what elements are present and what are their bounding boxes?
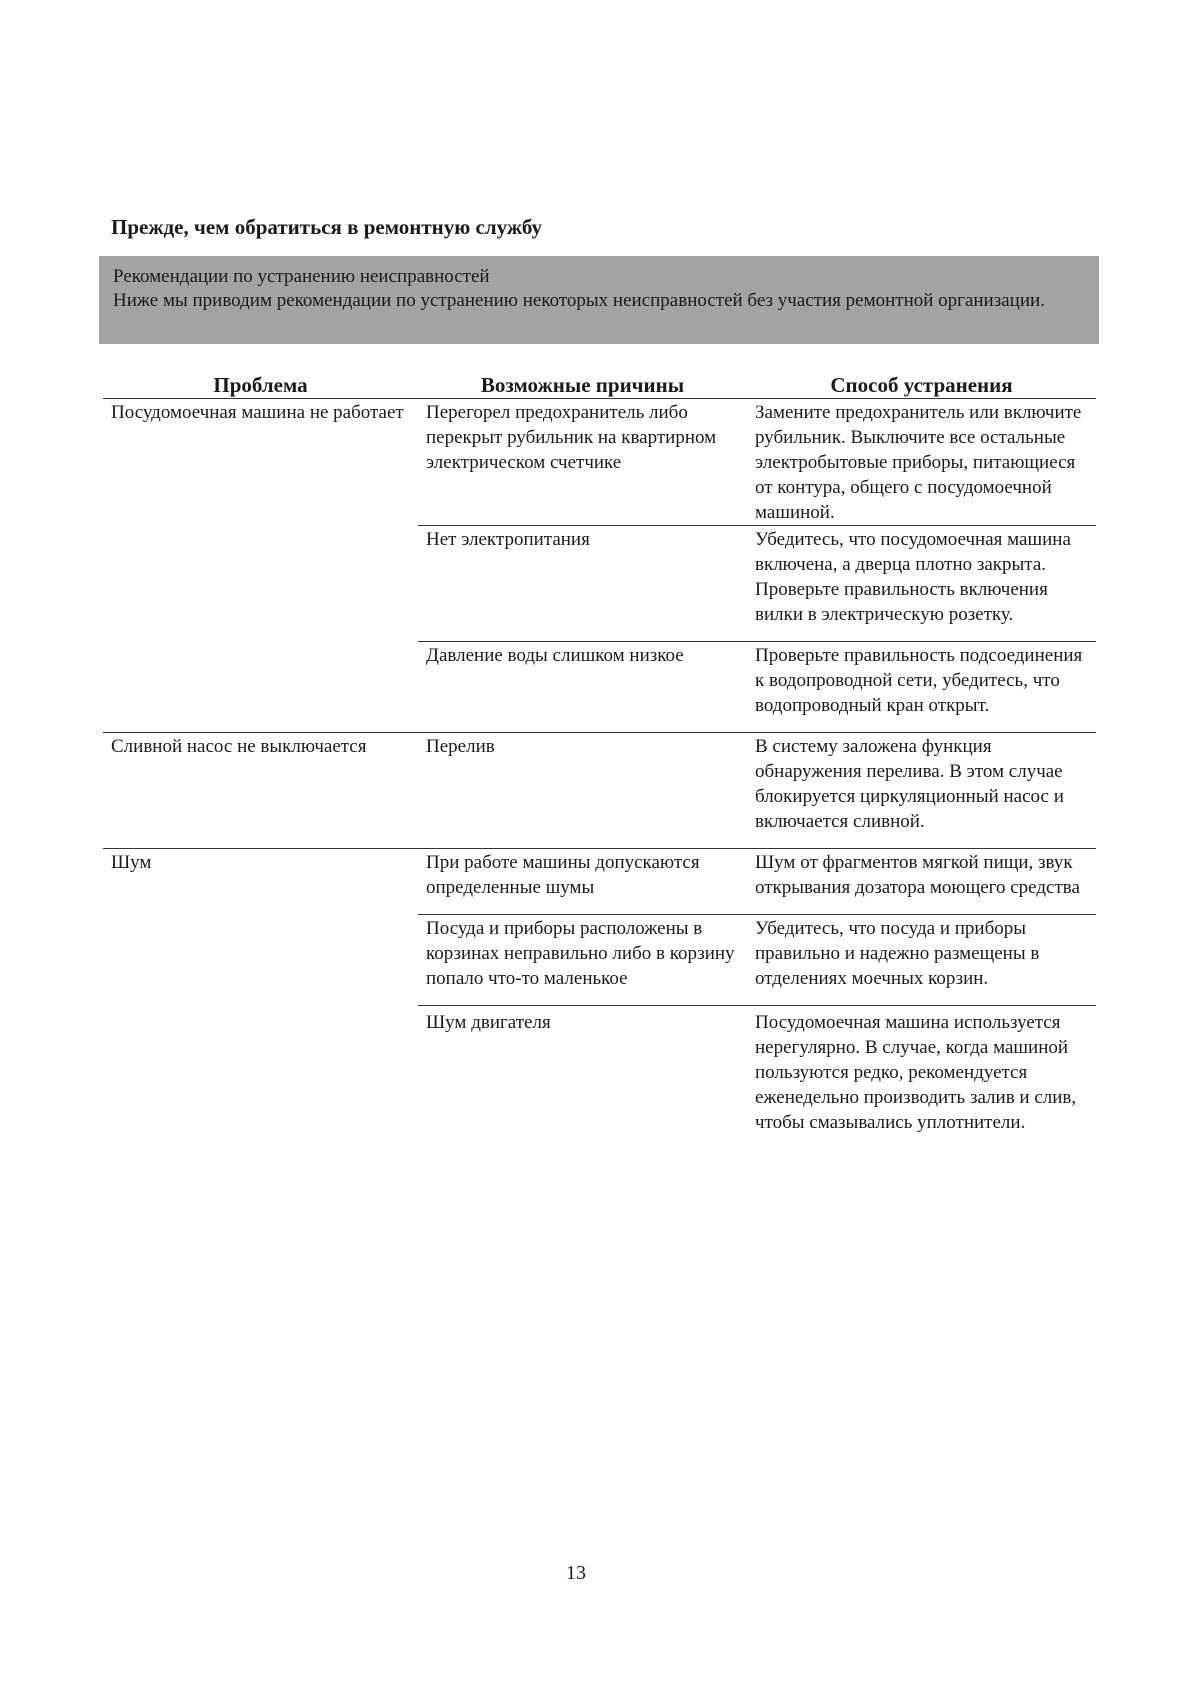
notice-body: Ниже мы приводим рекомендации по устранению некоторых неисправностей без участия ремонтной организации. xyxy=(113,290,1045,311)
cause-cell: Перелив xyxy=(418,733,747,849)
cause-cell: Нет электропитания xyxy=(418,526,747,642)
cause-cell: Шум двигателя xyxy=(426,1012,551,1033)
cause-cell: Давление воды слишком низкое xyxy=(418,642,747,733)
page-heading: Прежде, чем обратиться в ремонтную службу xyxy=(111,215,543,239)
solution-cell: Замените предохранитель или включите рубильник. Выключите все остальные электробытовые приборы, питающиеся от контура, общего с посудомоечной машиной. xyxy=(747,399,1096,526)
problem-cell: Шум xyxy=(111,852,152,873)
problem-cell: Посудомоечная машина не работает xyxy=(103,399,418,733)
solution-cell: Убедитесь, что посуда и приборы правильно и надежно размещены в отделениях моечных корзин. xyxy=(747,915,1096,1006)
cause-cell: Посуда и приборы расположены в корзинах неправильно либо в корзину попало что-то маленькое xyxy=(418,915,747,1006)
header-solution: Способ устранения xyxy=(747,371,1096,399)
page-number: 13 xyxy=(566,1562,586,1584)
table-header-row xyxy=(103,371,1096,399)
cause-cell: При работе машины допускаются определенные шумы xyxy=(418,849,747,915)
solution-cell: В систему заложена функция обнаружения перелива. В этом случае блокируется циркуляционный насос и включается сливной. xyxy=(747,733,1096,849)
header-problem: Проблема xyxy=(103,371,418,399)
table-row xyxy=(103,849,1096,915)
solution-cell: Убедитесь, что посудомоечная машина включена, а дверца плотно закрыта. Проверьте правильность включения вилки в электрическую розетку. xyxy=(747,526,1096,642)
solution-cell: Шум от фрагментов мягкой пищи, звук открывания дозатора моющего средства xyxy=(747,849,1096,915)
troubleshooting-table xyxy=(103,371,1096,1135)
problem-cell: Сливной насос не выключается xyxy=(103,733,418,849)
table-row xyxy=(103,399,1096,526)
cause-cell: Перегорел предохранитель либо перекрыт рубильник на квартирном электрическом счетчике xyxy=(418,399,747,526)
solution-cell: Проверьте правильность подсоединения к водопроводной сети, убедитесь, что водопроводный кран открыт. xyxy=(747,642,1096,733)
solution-cell: Посудомоечная машина используется нерегулярно. В случае, когда машиной пользуются редко, рекомендуется еженедельно производить залив и слив, чтобы смазывались уплотнители. xyxy=(755,1012,1077,1133)
notice-box xyxy=(99,256,1099,344)
table-row xyxy=(103,733,1096,849)
notice-title: Рекомендации по устранению неисправностей xyxy=(113,266,490,287)
header-causes: Возможные причины xyxy=(418,371,747,399)
